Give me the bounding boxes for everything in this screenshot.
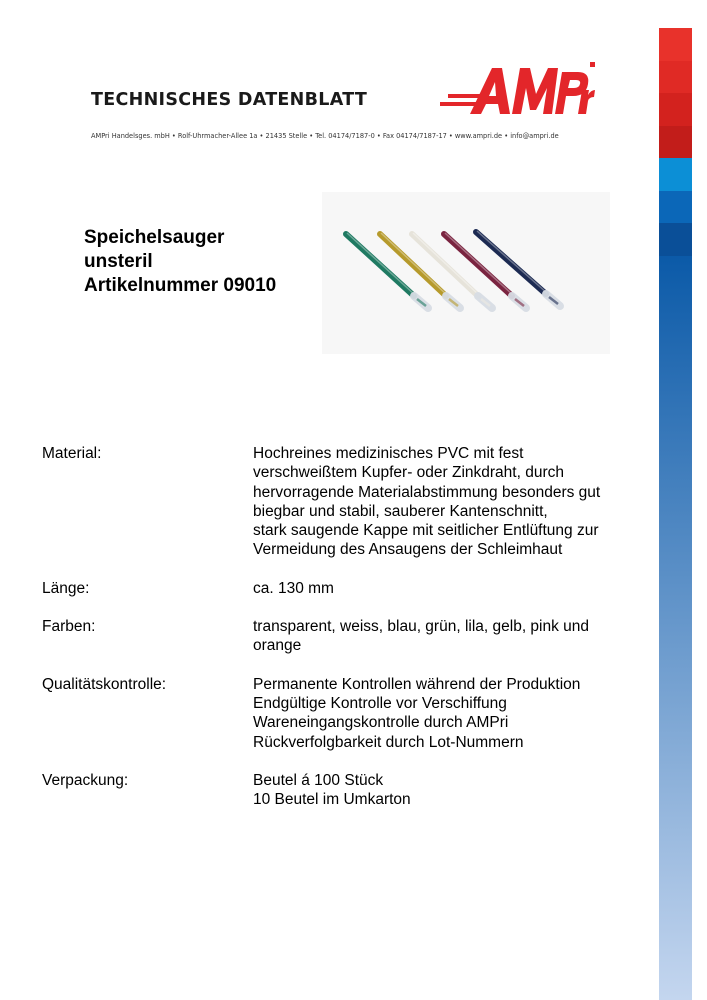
product-title [84,226,276,298]
spec-row [42,675,642,752]
spec-label: Qualitätskontrolle: [42,675,167,693]
company-contact-line: AMPri Handelsges. mbH • Rolf-Uhrmacher-Allee 1a • 21435 Stelle • Tel. 04174/7187-0 • Fax 04174/7187-17 • www.ampri.de • info@ampri.de [91,132,559,140]
spec-value [253,675,633,752]
spec-value [253,579,633,598]
spec-value-line: Vermeidung des Ansaugens der Schleimhaut [253,541,563,559]
spec-table [42,444,642,828]
spec-value-line: ca. 130 mm [253,579,334,597]
color-bar-segment [659,93,692,126]
spec-value-line: Endgültige Kontrolle vor Verschiffung [253,694,507,712]
spec-label: Farben: [42,618,96,636]
document-title: TECHNISCHES DATENBLATT [91,90,368,110]
spec-value-line: transparent, weiss, blau, grün, lila, gelb, pink und [253,618,590,636]
spec-value-line: hervorragende Materialabstimmung besonders gut [253,483,601,501]
spec-value-line: orange [253,637,302,655]
color-bar-segment [659,223,692,256]
spec-value-line: stark saugende Kappe mit seitlicher Entlüftung zur [253,522,599,540]
spec-value [253,444,633,560]
color-bar-segment [659,158,692,191]
color-bar-gradient [659,256,692,1000]
color-bar-segment [659,191,692,224]
spec-value [253,617,633,656]
color-bar-segment [659,28,692,61]
product-article-number: Artikelnummer 09010 [84,275,277,296]
spec-label: Länge: [42,579,90,597]
product-photo [322,192,610,354]
spec-row [42,579,642,598]
spec-value-line: Wareneingangskontrolle durch AMPri [253,714,509,732]
spec-label: Verpackung: [42,771,129,789]
spec-value-line: Hochreines medizinisches PVC mit fest [253,445,524,462]
spec-row [42,771,642,810]
product-name: Speichelsauger [84,227,225,248]
spec-value-line: verschweißtem Kupfer- oder Zinkdraht, durch [253,464,564,482]
spec-label: Material: [42,445,102,462]
spec-value-line: biegbar und stabil, sauberer Kantenschnitt, [253,502,548,520]
spec-row [42,444,642,560]
saliva-ejector-tube [476,231,560,306]
product-sterility: unsteril [84,251,153,272]
spec-row [42,617,642,656]
spec-value-line: Permanente Kontrollen während der Produktion [253,675,581,693]
spec-value-line: 10 Beutel im Umkarton [253,791,411,809]
spec-value [253,771,633,810]
ampri-logo [440,60,595,116]
side-color-bar [659,28,692,1000]
spec-value-line: Rückverfolgbarkeit durch Lot-Nummern [253,733,524,751]
color-bar-segment [659,61,692,94]
color-bar-segment [659,126,692,159]
spec-value-line: Beutel á 100 Stück [253,771,384,789]
